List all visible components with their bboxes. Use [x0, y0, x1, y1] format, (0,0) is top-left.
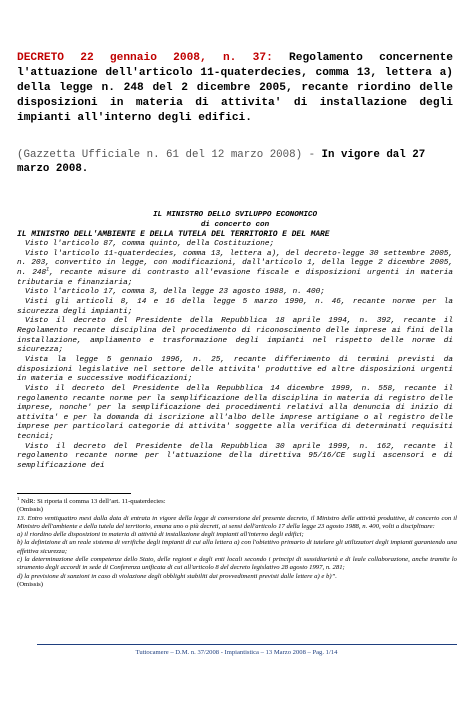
decree-title [17, 51, 453, 126]
footer-divider [37, 644, 457, 645]
omissis: (Omissis) [17, 580, 44, 588]
footnote-item-a: a) il riordino delle disposizioni in materia di attività di installazione degli impianti all'interno degli edifici; [17, 531, 304, 539]
footnote-item-b: b) la definizione di un reale sistema di verifiche degli impianti di cui alla lettera a) con l'obiettivo primario di tutelare gli utilizzatori degli impianti garantendo una effettiva sicurezza; [17, 539, 457, 555]
paragraph: Visto il decreto del Presidente della Repubblica 30 aprile 1999, n. 162, recante il regolamento recante norme per l'attuazione della direttiva 95/16/CE sugli ascensori e di semplificazione dei [17, 442, 453, 471]
paragraph: Visto l'articolo 17, comma 3, della legge 23 agosto 1988, n. 400; [25, 288, 325, 297]
paragraph: Visto l'articolo 87, comma quinto, della Costituzione; [25, 240, 275, 248]
paragraph: Vista la legge 5 gennaio 1996, n. 25, recante differimento di termini previsti da disposizioni legislative nel settore delle attivita' produttive ed altre disposizioni urgenti in materia e successive modificazioni; [17, 355, 453, 384]
omissis: (Omissis) [17, 506, 44, 514]
paragraph: Visto l'articolo 11-quaterdecies, comma 13, lettera a), del decreto-legge 30 settembre 2005, n. 203, convertito in legge, con modificazioni, dall'articolo 1, della legge 2 dicembre 2005, n. $248^1$, recante misure di contrasto all'evasione fiscale e disposizioni urgenti in materia tributaria e finanziaria; [17, 249, 454, 287]
footnote-item-c: c) la determinazione delle competenze dello Stato, delle regioni e degli enti locali secondo i principi di sussidiarietà e di leale collaborazione, anche tramite lo strumento degli accordi in sede di Conferenza unificata di cui all'articolo 8 del decreto legislativo 28 agosto 1997, n. 281; [17, 556, 457, 572]
vigore-date: In vigore dal 27 marzo 2008. [17, 149, 426, 175]
minister-line-3: IL MINISTRO DELL'AMBIENTE E DELLA TUTELA DEL TERRITORIO E DEL MARE [17, 230, 330, 240]
paragraph: Visti gli articoli 8, 14 e 16 della legge 5 marzo 1990, n. 46, recante norme per la sicurezza degli impianti; [17, 297, 453, 316]
minister-line-2: di concerto con [200, 220, 270, 229]
footnote-comma-13: 13. Entro ventiquattro mesi dalla data di entrata in vigore della legge di conversione del presente decreto, il Ministro delle attività produttive, di concerto con il Ministro dell'ambiente e della tutela del territorio, emana uno o più decreti, ai sensi dell'articolo 17 della legge 23 agosto 1988, n. 400, volti a disciplinare: [17, 514, 457, 530]
ministers-heading [17, 211, 453, 240]
footnote-mark[interactable]: 1 [46, 266, 50, 273]
paragraph: Visto il decreto del Presidente della Repubblica 18 aprile 1994, n. 392, recante il Regolamento recante disciplina del procedimento di riconoscimento delle imprese ai fini della installazione, ampliamento e trasformazione degli impianti nel rispetto delle norme di sicurezza; [17, 317, 453, 355]
footnote-divider [17, 493, 131, 494]
paragraph: Visto il decreto del Presidente della Repubblica 14 dicembre 1999, n. 558, recante il regolamento recante norme per la semplificazione della disciplina in materia di registro delle imprese, nonche' per la semplificazione dei procedimenti relativi alla denuncia di inizio di attivita' e per la domanda di iscrizione all'albo delle imprese artigiane o al registro delle imprese per particolari categorie di attivita' soggette alla verifica di determinati requisiti tecnici; [17, 384, 453, 442]
gazzetta-reference [17, 148, 457, 176]
minister-line-1: IL MINISTRO DELLO SVILUPPO ECONOMICO [152, 211, 318, 219]
decree-subject: Regolamento concernente l'attuazione dell'articolo 11-quaterdecies, comma 13, lettera a) della legge n. 248 del 2 dicembre 2005, recante riordino delle disposizioni in materia di attivita' di installazione degli impianti all'interno degli edifici. [17, 52, 453, 124]
decree-reference: DECRETO 22 gennaio 2008, n. 37: [17, 52, 273, 64]
footnote-item-d: d) la previsione di sanzioni in caso di violazione degli obblighi stabiliti dai provvedimenti previsti dalle lettere a) e b)”. [17, 572, 337, 580]
page-footer: Tuttocamere – D.M. n. 37/2008 - Impiantistica – 13 Marzo 2008 – Pag. 1/14 [135, 649, 338, 656]
gazzetta-ref: (Gazzetta Ufficiale n. 61 del 12 marzo 2008) - [17, 149, 316, 161]
footnotes [17, 495, 457, 589]
preamble-body [17, 240, 453, 472]
footnote-1: $^1$ NdR: Si riporta il comma 13 dell’art. 11-quaterdecies: [17, 495, 166, 505]
